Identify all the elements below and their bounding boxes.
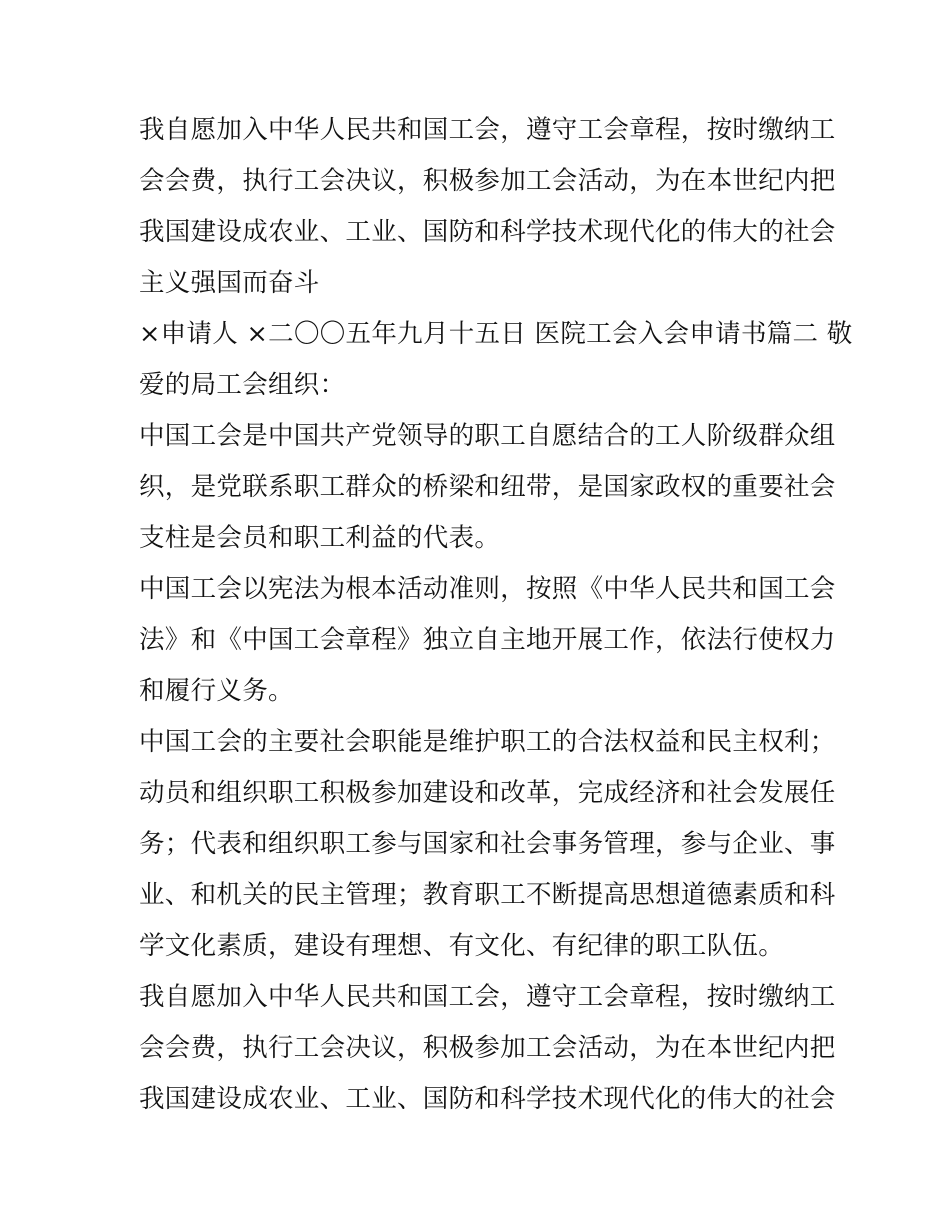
text-line: 学文化素质，建设有理想、有文化、有纪律的职工队伍。 xyxy=(139,931,785,961)
text-line: 爱的局工会组织： xyxy=(139,370,346,400)
text-line: 会会费，执行工会决议，积极参加工会活动，为在本世纪内把 xyxy=(139,1033,836,1063)
text-line: 主义强国而奋斗 xyxy=(139,268,320,298)
text-line: 织，是党联系职工群众的桥梁和纽带，是国家政权的重要社会 xyxy=(139,472,836,502)
text-line: 务；代表和组织职工参与国家和社会事务管理，参与企业、事 xyxy=(139,829,836,859)
text-line: 业、和机关的民主管理；教育职工不断提高思想道德素质和科 xyxy=(139,880,836,910)
text-line: 我国建设成农业、工业、国防和科学技术现代化的伟大的社会 xyxy=(139,1084,836,1114)
text-line: 动员和组织职工积极参加建设和改革，完成经济和社会发展任 xyxy=(139,778,836,808)
text-line: 和履行义务。 xyxy=(139,676,294,706)
text-line: 我自愿加入中华人民共和国工会，遵守工会章程，按时缴纳工 xyxy=(139,115,836,145)
text-line: 中国工会是中国共产党领导的职工自愿结合的工人阶级群众组 xyxy=(139,421,836,451)
text-line: 中国工会的主要社会职能是维护职工的合法权益和民主权利； xyxy=(139,727,836,757)
text-line: 会会费，执行工会决议，积极参加工会活动，为在本世纪内把 xyxy=(139,166,836,196)
text-line: 支柱是会员和职工利益的代表。 xyxy=(139,523,501,553)
text-line: 法》和《中国工会章程》独立自主地开展工作，依法行使权力 xyxy=(139,625,836,655)
text-line: 我自愿加入中华人民共和国工会，遵守工会章程，按时缴纳工 xyxy=(139,982,836,1012)
text-line: 我国建设成农业、工业、国防和科学技术现代化的伟大的社会 xyxy=(139,217,836,247)
document-body xyxy=(139,105,853,1125)
text-line: ×申请人 ×二〇〇五年九月十五日 医院工会入会申请书篇二 敬 xyxy=(139,319,853,349)
text-line: 中国工会以宪法为根本活动准则，按照《中华人民共和国工会 xyxy=(139,574,836,604)
